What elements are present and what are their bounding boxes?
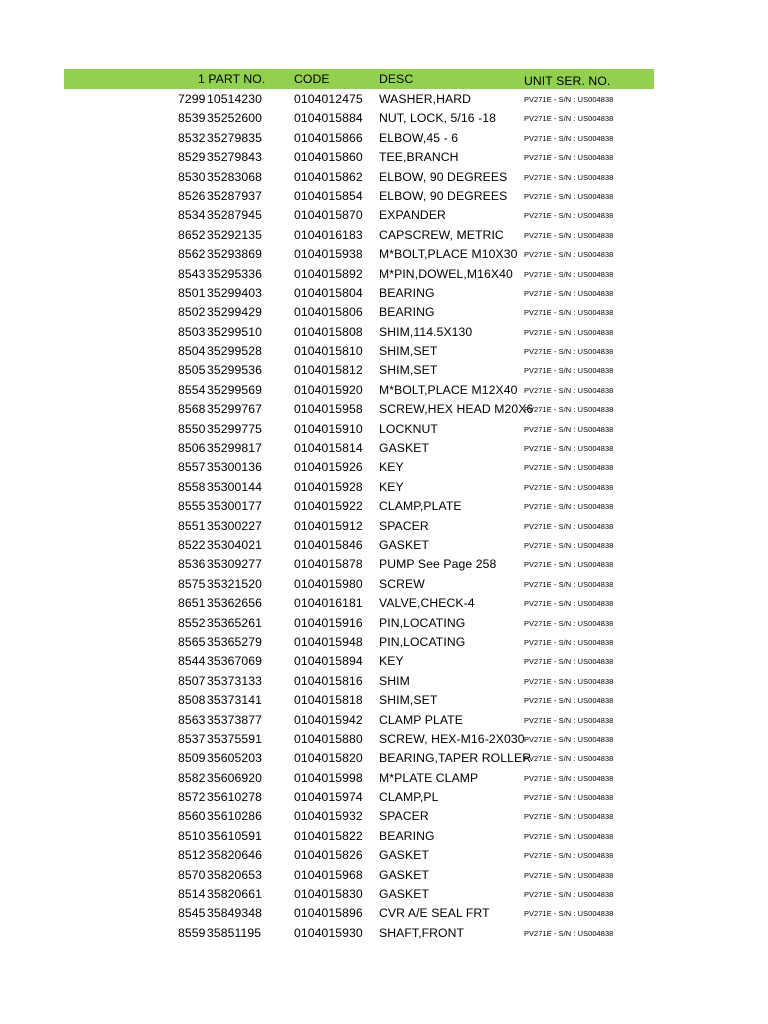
desc-cell: TEE,BRANCH <box>379 150 459 165</box>
table-row <box>64 380 654 399</box>
unit-ser-no-cell: PV271E - S/N : US004838 <box>524 308 614 318</box>
desc-cell: KEY <box>379 460 404 475</box>
desc-cell: SHIM <box>379 673 410 688</box>
code-cell: 0104015804 <box>294 285 363 300</box>
code-cell: 0104015910 <box>294 421 363 436</box>
unit-ser-no-cell: PV271E - S/N : US004838 <box>524 95 614 104</box>
unit-ser-no-cell: PV271E - S/N : US004838 <box>524 405 614 415</box>
part-no-cell: 35299429 <box>207 305 263 320</box>
unit-ser-no-cell: PV271E - S/N : US004838 <box>524 444 614 454</box>
unit-ser-no-cell: PV271E - S/N : US004838 <box>524 172 614 182</box>
seq-cell: 8551 <box>178 518 206 533</box>
seq-cell: 8512 <box>178 848 206 863</box>
table-row <box>64 244 654 263</box>
header-desc: DESC <box>379 72 414 86</box>
code-cell: 0104015928 <box>294 479 363 494</box>
desc-cell: M*PLATE CLAMP <box>379 770 479 785</box>
seq-cell: 8582 <box>178 770 206 785</box>
seq-cell: 8570 <box>178 867 206 882</box>
seq-cell: 8503 <box>178 324 206 339</box>
desc-cell: CVR A/E SEAL FRT <box>379 906 490 921</box>
code-cell: 0104015846 <box>294 537 363 552</box>
table-row <box>64 865 654 884</box>
table-row <box>64 923 654 942</box>
unit-ser-no-cell: PV271E - S/N : US004838 <box>524 715 614 725</box>
unit-ser-no-cell: PV271E - S/N : US004838 <box>524 385 614 395</box>
seq-cell: 8568 <box>178 402 206 417</box>
desc-cell: CLAMP PLATE <box>379 712 463 727</box>
table-row <box>64 748 654 767</box>
seq-cell: 8550 <box>178 421 206 436</box>
unit-ser-no-cell: PV271E - S/N : US004838 <box>524 269 614 279</box>
desc-cell: CLAMP,PL <box>379 790 439 805</box>
desc-cell: ELBOW, 90 DEGREES <box>379 188 508 203</box>
seq-cell: 8502 <box>178 305 206 320</box>
code-cell: 0104015862 <box>294 169 363 184</box>
desc-cell: SHIM,SET <box>379 363 438 378</box>
desc-cell: SCREW, HEX-M16-2X030 <box>379 731 525 746</box>
table-row <box>64 593 654 612</box>
part-no-cell: 35365279 <box>207 634 263 649</box>
part-no-cell: 35299403 <box>207 285 263 300</box>
part-no-cell: 35375591 <box>207 731 263 746</box>
seq-cell: 8536 <box>178 557 206 572</box>
seq-cell: 8554 <box>178 382 206 397</box>
desc-cell: GASKET <box>379 887 430 902</box>
table-row <box>64 302 654 321</box>
part-no-cell: 35373877 <box>207 712 263 727</box>
table-row <box>64 574 654 593</box>
code-cell: 0104015818 <box>294 693 363 708</box>
seq-cell: 8506 <box>178 441 206 456</box>
seq-cell: 8552 <box>178 615 206 630</box>
desc-cell: M*PIN,DOWEL,M16X40 <box>379 266 513 281</box>
seq-cell: 8532 <box>178 130 206 145</box>
seq-cell: 8509 <box>178 751 206 766</box>
header-unit-ser-no: UNIT SER. NO. <box>524 74 611 88</box>
code-cell: 0104012475 <box>294 92 363 106</box>
seq-cell: 8530 <box>178 169 206 184</box>
part-no-cell: 35610286 <box>207 809 263 824</box>
table-row <box>64 147 654 166</box>
part-no-cell: 35367069 <box>207 654 263 669</box>
part-no-cell: 35309277 <box>207 557 263 572</box>
part-no-cell: 35293869 <box>207 247 263 262</box>
table-row <box>64 671 654 690</box>
unit-ser-no-cell: PV271E - S/N : US004838 <box>524 133 614 143</box>
unit-ser-no-cell: PV271E - S/N : US004838 <box>524 928 614 938</box>
code-cell: 0104015860 <box>294 150 363 165</box>
table-row <box>64 884 654 903</box>
code-cell: 0104015812 <box>294 363 363 378</box>
desc-cell: PIN,LOCATING <box>379 615 466 630</box>
code-cell: 0104015806 <box>294 305 363 320</box>
code-cell: 0104015922 <box>294 499 363 514</box>
desc-cell: CLAMP,PLATE <box>379 499 462 514</box>
table-row <box>64 457 654 476</box>
seq-cell: 8555 <box>178 499 206 514</box>
seq-cell: 8543 <box>178 266 206 281</box>
code-cell: 0104015998 <box>294 770 363 785</box>
unit-ser-no-cell: PV271E - S/N : US004838 <box>524 676 614 686</box>
unit-ser-no-cell: PV271E - S/N : US004838 <box>524 734 614 744</box>
desc-cell: BEARING <box>379 828 435 843</box>
header-part-no: 1 PART NO. <box>198 72 266 86</box>
unit-ser-no-cell: PV271E - S/N : US004838 <box>524 618 614 628</box>
desc-cell: EXPANDER <box>379 208 446 223</box>
code-cell: 0104015894 <box>294 654 363 669</box>
unit-ser-no-cell: PV271E - S/N : US004838 <box>524 347 614 357</box>
seq-cell: 8560 <box>178 809 206 824</box>
part-no-cell: 35299510 <box>207 324 263 339</box>
table-row <box>64 477 654 496</box>
part-no-cell: 35849348 <box>207 906 263 921</box>
seq-cell: 8510 <box>178 828 206 843</box>
table-body <box>64 89 654 942</box>
part-no-cell: 35279835 <box>207 130 263 145</box>
desc-cell: LOCKNUT <box>379 421 438 436</box>
desc-cell: KEY <box>379 654 404 669</box>
desc-cell: SPACER <box>379 809 429 824</box>
code-cell: 0104015958 <box>294 402 363 417</box>
part-no-cell: 35252600 <box>207 111 263 126</box>
seq-cell: 8563 <box>178 712 206 727</box>
code-cell: 0104015942 <box>294 712 363 727</box>
code-cell: 0104015814 <box>294 441 363 456</box>
unit-ser-no-cell: PV271E - S/N : US004838 <box>524 851 614 861</box>
unit-ser-no-cell: PV271E - S/N : US004838 <box>524 793 614 803</box>
desc-cell: SPACER <box>379 518 429 533</box>
seq-cell: 8651 <box>178 596 206 611</box>
desc-cell: PIN,LOCATING <box>379 634 466 649</box>
table-row <box>64 167 654 186</box>
table-row <box>64 108 654 127</box>
seq-cell: 7299 <box>178 92 206 106</box>
part-no-cell: 35300177 <box>207 499 263 514</box>
desc-cell: M*BOLT,PLACE M10X30 <box>379 247 518 262</box>
table-row <box>64 554 654 573</box>
table-row <box>64 89 654 108</box>
code-cell: 0104015822 <box>294 828 363 843</box>
table-row <box>64 264 654 283</box>
desc-cell: SHAFT,FRONT <box>379 925 465 940</box>
part-no-cell: 10514230 <box>207 92 263 106</box>
code-cell: 0104015830 <box>294 887 363 902</box>
table-row <box>64 438 654 457</box>
part-no-cell: 35362656 <box>207 596 263 611</box>
unit-ser-no-cell: PV271E - S/N : US004838 <box>524 424 614 434</box>
part-no-cell: 35287937 <box>207 188 263 203</box>
seq-cell: 8514 <box>178 887 206 902</box>
desc-cell: M*BOLT,PLACE M12X40 <box>379 382 518 397</box>
seq-cell: 8504 <box>178 344 206 359</box>
table-row <box>64 903 654 922</box>
table-row <box>64 768 654 787</box>
code-cell: 0104016183 <box>294 227 363 242</box>
table-row <box>64 225 654 244</box>
table-row <box>64 322 654 341</box>
desc-cell: NUT, LOCK, 5/16 -18 <box>379 111 497 126</box>
table-row <box>64 419 654 438</box>
seq-cell: 8539 <box>178 111 206 126</box>
unit-ser-no-cell: PV271E - S/N : US004838 <box>524 657 614 667</box>
code-cell: 0104015870 <box>294 208 363 223</box>
part-no-cell: 35373141 <box>207 693 263 708</box>
seq-cell: 8565 <box>178 634 206 649</box>
seq-cell: 8522 <box>178 537 206 552</box>
code-cell: 0104015820 <box>294 751 363 766</box>
part-no-cell: 35851195 <box>207 925 262 940</box>
code-cell: 0104015920 <box>294 382 363 397</box>
seq-cell: 8559 <box>178 925 206 940</box>
part-no-cell: 35820653 <box>207 867 263 882</box>
seq-cell: 8526 <box>178 188 206 203</box>
unit-ser-no-cell: PV271E - S/N : US004838 <box>524 327 614 337</box>
table-row <box>64 283 654 302</box>
code-cell: 0104015810 <box>294 344 363 359</box>
code-cell: 0104015892 <box>294 266 363 281</box>
part-no-cell: 35610591 <box>207 828 263 843</box>
code-cell: 0104015896 <box>294 906 363 921</box>
part-no-cell: 35292135 <box>207 227 263 242</box>
header-code: CODE <box>294 72 330 86</box>
part-no-cell: 35300227 <box>207 518 263 533</box>
table-row <box>64 806 654 825</box>
table-row <box>64 205 654 224</box>
desc-cell: CAPSCREW, METRIC <box>379 227 504 242</box>
desc-cell: VALVE,CHECK-4 <box>379 596 475 611</box>
desc-cell: BEARING <box>379 285 435 300</box>
unit-ser-no-cell: PV271E - S/N : US004838 <box>524 211 614 221</box>
part-no-cell: 35299528 <box>207 344 263 359</box>
unit-ser-no-cell: PV271E - S/N : US004838 <box>524 909 614 919</box>
unit-ser-no-cell: PV271E - S/N : US004838 <box>524 812 614 822</box>
table-row <box>64 128 654 147</box>
unit-ser-no-cell: PV271E - S/N : US004838 <box>524 831 614 841</box>
unit-ser-no-cell: PV271E - S/N : US004838 <box>524 482 614 492</box>
unit-ser-no-cell: PV271E - S/N : US004838 <box>524 191 614 201</box>
part-no-cell: 35295336 <box>207 266 263 281</box>
table-row <box>64 496 654 515</box>
seq-cell: 8557 <box>178 460 206 475</box>
unit-ser-no-cell: PV271E - S/N : US004838 <box>524 502 614 512</box>
code-cell: 0104015880 <box>294 731 363 746</box>
table-row <box>64 845 654 864</box>
unit-ser-no-cell: PV271E - S/N : US004838 <box>524 754 614 764</box>
part-no-cell: 35287945 <box>207 208 263 223</box>
unit-ser-no-cell: PV271E - S/N : US004838 <box>524 250 614 260</box>
table-row <box>64 399 654 418</box>
desc-cell: ELBOW,45 - 6 <box>379 130 459 145</box>
table-row <box>64 826 654 845</box>
table-row <box>64 516 654 535</box>
unit-ser-no-cell: PV271E - S/N : US004838 <box>524 637 614 647</box>
table-row <box>64 613 654 632</box>
seq-cell: 8505 <box>178 363 206 378</box>
seq-cell: 8562 <box>178 247 206 262</box>
code-cell: 0104015938 <box>294 247 363 262</box>
part-no-cell: 35299817 <box>207 441 263 456</box>
code-cell: 0104015816 <box>294 673 363 688</box>
code-cell: 0104015932 <box>294 809 363 824</box>
part-no-cell: 35279843 <box>207 150 263 165</box>
code-cell: 0104015968 <box>294 867 363 882</box>
desc-cell: GASKET <box>379 867 430 882</box>
part-no-cell: 35304021 <box>207 537 263 552</box>
part-no-cell: 35820646 <box>207 848 263 863</box>
code-cell: 0104015948 <box>294 634 363 649</box>
part-no-cell: 35820661 <box>207 887 263 902</box>
desc-cell: KEY <box>379 479 404 494</box>
unit-ser-no-cell: PV271E - S/N : US004838 <box>524 230 614 240</box>
desc-cell: PUMP See Page 258 <box>379 557 497 572</box>
seq-cell: 8575 <box>178 576 206 591</box>
table-row <box>64 690 654 709</box>
code-cell: 0104015916 <box>294 615 363 630</box>
desc-cell: WASHER,HARD <box>379 92 472 106</box>
unit-ser-no-cell: PV271E - S/N : US004838 <box>524 773 614 783</box>
table-row <box>64 651 654 670</box>
part-no-cell: 35606920 <box>207 770 263 785</box>
code-cell: 0104015878 <box>294 557 363 572</box>
desc-cell: SHIM,SET <box>379 693 438 708</box>
part-no-cell: 35373133 <box>207 673 263 688</box>
table-row <box>64 632 654 651</box>
desc-cell: SHIM,SET <box>379 344 438 359</box>
part-no-cell: 35299775 <box>207 421 263 436</box>
desc-cell: SCREW <box>379 576 425 591</box>
code-cell: 0104015912 <box>294 518 363 533</box>
seq-cell: 8652 <box>178 227 206 242</box>
part-no-cell: 35321520 <box>207 576 263 591</box>
part-no-cell: 35300136 <box>207 460 263 475</box>
seq-cell: 8508 <box>178 693 206 708</box>
part-no-cell: 35605203 <box>207 751 263 766</box>
seq-cell: 8545 <box>178 906 206 921</box>
unit-ser-no-cell: PV271E - S/N : US004838 <box>524 579 614 589</box>
part-no-cell: 35299569 <box>207 382 263 397</box>
unit-ser-no-cell: PV271E - S/N : US004838 <box>524 696 614 706</box>
unit-ser-no-cell: PV271E - S/N : US004838 <box>524 521 614 531</box>
table-row <box>64 341 654 360</box>
seq-cell: 8534 <box>178 208 206 223</box>
code-cell: 0104015826 <box>294 848 363 863</box>
unit-ser-no-cell: PV271E - S/N : US004838 <box>524 114 614 124</box>
part-no-cell: 35365261 <box>207 615 263 630</box>
part-no-cell: 35283068 <box>207 169 263 184</box>
seq-cell: 8507 <box>178 673 206 688</box>
desc-cell: ELBOW, 90 DEGREES <box>379 169 508 184</box>
code-cell: 0104015980 <box>294 576 363 591</box>
table-row <box>64 360 654 379</box>
seq-cell: 8544 <box>178 654 206 669</box>
unit-ser-no-cell: PV271E - S/N : US004838 <box>524 560 614 570</box>
part-no-cell: 35299767 <box>207 402 263 417</box>
code-cell: 0104015808 <box>294 324 363 339</box>
seq-cell: 8558 <box>178 479 206 494</box>
code-cell: 0104015866 <box>294 130 363 145</box>
desc-cell: BEARING,TAPER ROLLER <box>379 751 532 766</box>
code-cell: 0104015926 <box>294 460 363 475</box>
unit-ser-no-cell: PV271E - S/N : US004838 <box>524 540 614 550</box>
table-row <box>64 787 654 806</box>
desc-cell: GASKET <box>379 537 430 552</box>
unit-ser-no-cell: PV271E - S/N : US004838 <box>524 153 614 163</box>
parts-list-sheet <box>64 69 654 942</box>
code-cell: 0104015884 <box>294 111 363 126</box>
unit-ser-no-cell: PV271E - S/N : US004838 <box>524 890 614 900</box>
table-row <box>64 729 654 748</box>
desc-cell: SHIM,114.5X130 <box>379 324 473 339</box>
code-cell: 0104015930 <box>294 925 363 940</box>
seq-cell: 8501 <box>178 285 206 300</box>
seq-cell: 8572 <box>178 790 206 805</box>
part-no-cell: 35300144 <box>207 479 263 494</box>
seq-cell: 8529 <box>178 150 206 165</box>
unit-ser-no-cell: PV271E - S/N : US004838 <box>524 870 614 880</box>
desc-cell: GASKET <box>379 848 430 863</box>
code-cell: 0104015854 <box>294 188 363 203</box>
seq-cell: 8537 <box>178 731 206 746</box>
part-no-cell: 35610278 <box>207 790 263 805</box>
desc-cell: GASKET <box>379 441 430 456</box>
table-row <box>64 710 654 729</box>
unit-ser-no-cell: PV271E - S/N : US004838 <box>524 463 614 473</box>
unit-ser-no-cell: PV271E - S/N : US004838 <box>524 366 614 376</box>
unit-ser-no-cell: PV271E - S/N : US004838 <box>524 599 614 609</box>
table-row <box>64 186 654 205</box>
code-cell: 0104016181 <box>294 596 363 611</box>
table-row <box>64 535 654 554</box>
unit-ser-no-cell: PV271E - S/N : US004838 <box>524 288 614 298</box>
desc-cell: BEARING <box>379 305 435 320</box>
code-cell: 0104015974 <box>294 790 363 805</box>
table-header <box>64 69 654 89</box>
part-no-cell: 35299536 <box>207 363 263 378</box>
desc-cell: SCREW,HEX HEAD M20X6 <box>379 402 534 417</box>
